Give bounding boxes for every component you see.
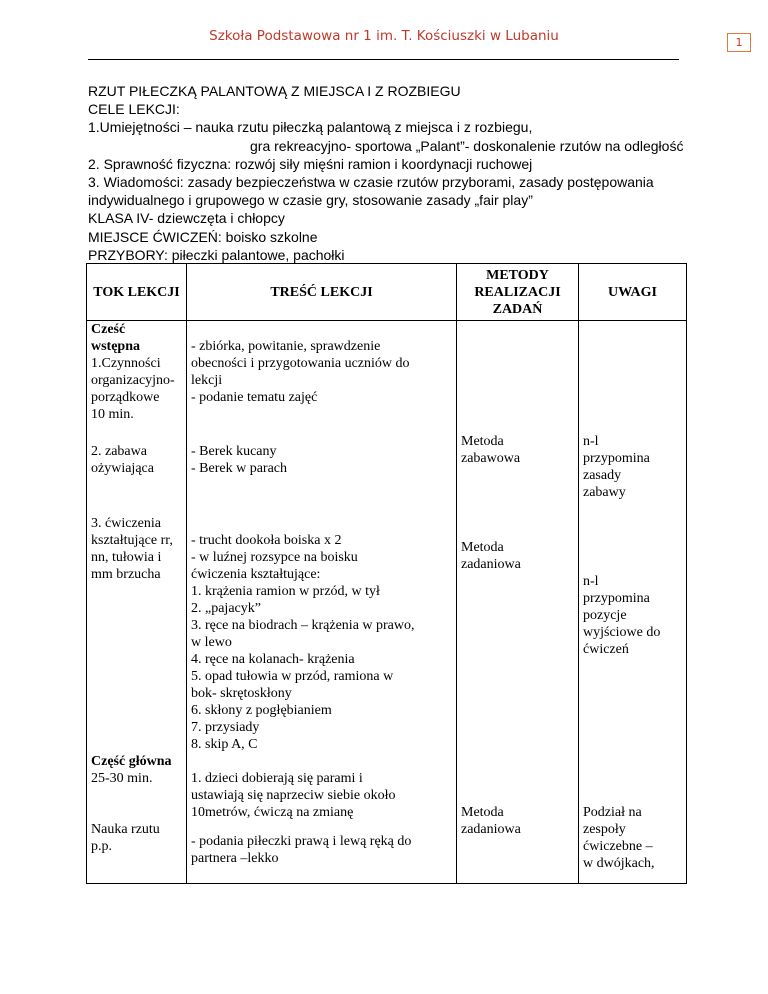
tok-cell-main: Część główna 25-30 min. Nauka rzutu p.p. bbox=[87, 753, 187, 884]
lesson-intro bbox=[88, 82, 728, 264]
notes-cell-main: Podział na zespoły ćwiczebne – w dwójkach, bbox=[579, 753, 687, 884]
header-tresc-lekcji: TREŚĆ LEKCJI bbox=[187, 264, 457, 321]
header-tok-lekcji: TOK LEKCJI bbox=[87, 264, 187, 321]
goal-skills-cont: gra rekreacyjno- sportowa „Palant”- doskonalenie rzutów na odległość bbox=[250, 137, 684, 154]
header-metody: METODY REALIZACJI ZADAŃ bbox=[457, 264, 579, 321]
table-row bbox=[87, 753, 687, 884]
equipment-info: PRZYBORY: piłeczki palantowe, pachołki bbox=[88, 246, 345, 263]
goal-knowledge-cont: indywidualnego i grupowego w czasie gry, stosowanie zasady „fair play” bbox=[88, 192, 533, 209]
header-uwagi: UWAGI bbox=[579, 264, 687, 321]
method-cell-main: Metoda zadaniowa bbox=[457, 753, 579, 884]
page-header: Szkoła Podstawowa nr 1 im. T. Kościuszki w Lubaniu bbox=[209, 28, 559, 44]
content-cell-main: 1. dzieci dobierają się parami i ustawiają się naprzeciw siebie około 10metrów, ćwiczą na zmianę - podania piłeczki prawą i lewą ręką do partnera –lekko bbox=[187, 753, 457, 884]
class-info: KLASA IV- dziewczęta i chłopcy bbox=[88, 210, 285, 227]
method-cell: Metoda zabawowa Metoda zadaniowa bbox=[457, 321, 579, 754]
lesson-title: RZUT PIŁECZKĄ PALANTOWĄ Z MIEJSCA I Z ROZBIEGU bbox=[88, 83, 461, 99]
content-cell: - zbiórka, powitanie, sprawdzenie obecności i przygotowania uczniów do lekcji - podanie tematu zajęć - Berek kucany - Berek w parach - trucht dookoła boiska x 2 - w luźnej rozsypce na boisku ćwiczenia kształtujące: 1. krążenia ramion w przód, w tył 2. „pajacyk” 3. ręce na biodrach – krążenia w prawo, w lewo 4. ręce na kolanach- krążenia 5. opad tułowia w przód, ramiona w bok- skrętoskłony 6. skłony z pogłębianiem 7. przysiady 8. skip A, C bbox=[187, 321, 457, 754]
lesson-table bbox=[86, 263, 687, 884]
notes-cell: n-l przypomina zasady zabawy n-l przypomina pozycje wyjściowe do ćwiczeń bbox=[579, 321, 687, 754]
goal-knowledge: 3. Wiadomości: zasady bezpieczeństwa w czasie rzutów przyborami, zasady postępowania bbox=[88, 174, 654, 191]
table-header-row bbox=[87, 264, 687, 321]
goals-heading: CELE LEKCJI: bbox=[88, 101, 180, 118]
table-row bbox=[87, 321, 687, 754]
tok-cell: Cześć wstępna 1.Czynności organizacyjno- porządkowe 10 min. 2. zabawa ożywiająca 3. ćwiczenia kształtujące rr, nn, tułowia i mm brzucha bbox=[87, 321, 187, 754]
goal-skills: 1.Umiejętności – nauka rzutu piłeczką palantową z miejsca i z rozbiegu, bbox=[88, 119, 533, 136]
header-divider bbox=[88, 59, 679, 60]
page-number: 1 bbox=[727, 33, 751, 52]
place-info: MIEJSCE ĆWICZEŃ: boisko szkolne bbox=[88, 228, 318, 245]
goal-fitness: 2. Sprawność fizyczna: rozwój siły mięśni ramion i koordynacji ruchowej bbox=[88, 155, 533, 172]
